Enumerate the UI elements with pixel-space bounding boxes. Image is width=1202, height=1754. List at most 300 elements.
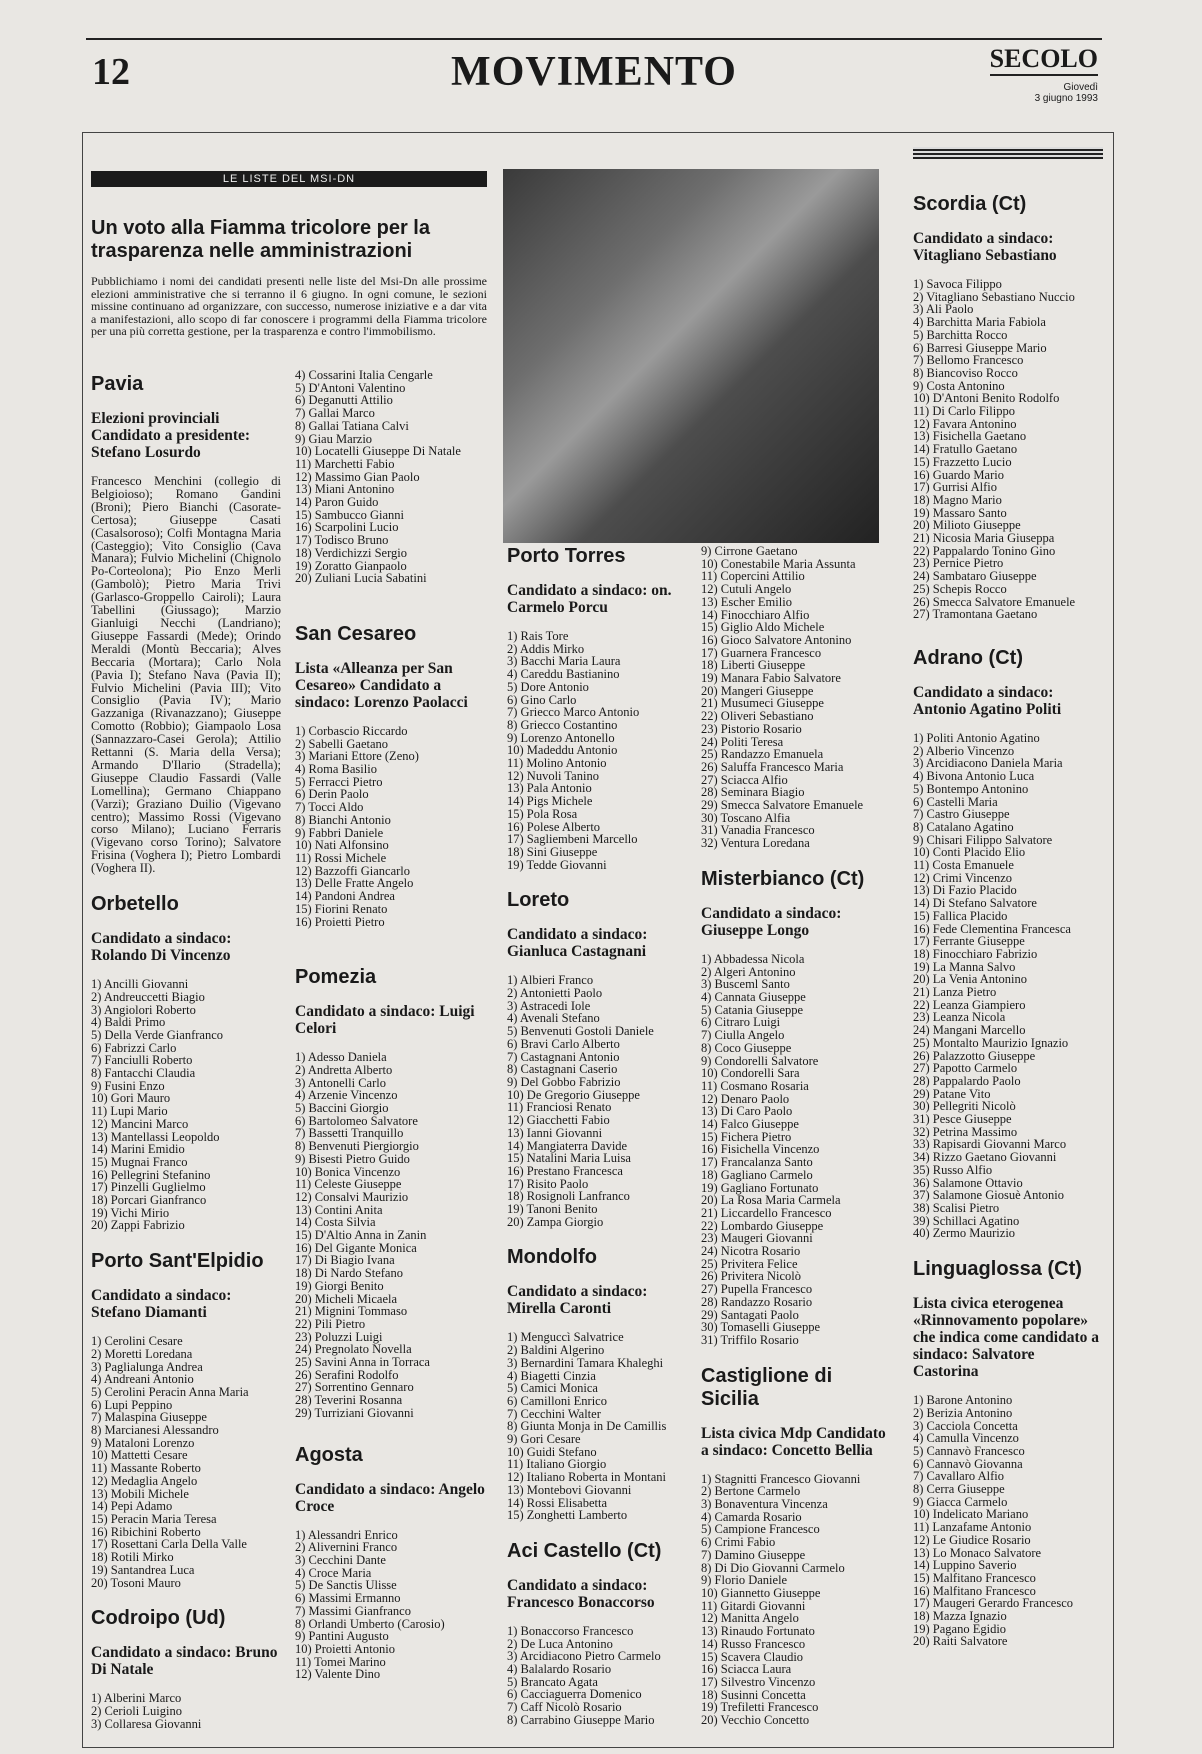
city-heading: Scordia (Ct) <box>913 193 1027 215</box>
list-item: 10) De Gregorio Giuseppe <box>507 1087 640 1102</box>
list-item: 10) Conestabile Maria Assunta <box>701 556 856 571</box>
list-item: 20) Raiti Salvatore <box>913 1634 1008 1649</box>
list-item: 30) Tomaselli Giuseppe <box>701 1320 821 1335</box>
list-item: 3) Angiolori Roberto <box>91 1002 196 1017</box>
list-item: 23) Poluzzi Luigi <box>295 1329 383 1344</box>
list-item: 12) Mancini Marco <box>91 1116 189 1131</box>
news-photo <box>503 169 879 543</box>
list-item: 2) Andreuccetti Biagio <box>91 989 205 1004</box>
list-item: 16) Pellegrini Stefanino <box>91 1167 211 1182</box>
candidate-line: Candidato a sindaco: Stefano Diamanti <box>91 1287 232 1322</box>
candidate-line: Lista civica Mdp Candidato a sindaco: Concetto Bellia <box>701 1424 886 1459</box>
list-item: 3) Cacciola Concetta <box>913 1418 1018 1433</box>
list-item: 29) Patane Vito <box>913 1086 991 1101</box>
list-item: 6) Camilloni Enrico <box>507 1393 607 1408</box>
list-item: 2) Berizia Antonino <box>913 1405 1013 1420</box>
list-item: 18) Rosignoli Lanfranco <box>507 1189 630 1204</box>
list-item: 1) Politi Antonio Agatino <box>913 730 1040 745</box>
list-item: 5) Camici Monica <box>507 1381 598 1396</box>
list-item: 19) Manara Fabio Salvatore <box>701 671 841 686</box>
list-item: 17) Rosettani Carla Della Valle <box>91 1537 247 1552</box>
list-item: 3) Paglialunga Andrea <box>91 1359 203 1374</box>
list-item: 9) Chisari Filippo Salvatore <box>913 832 1053 847</box>
list-item: 6) Gino Carlo <box>507 692 577 707</box>
list-item: 12) Cutuli Angelo <box>701 582 792 597</box>
list-item: 10) Giannetto Giuseppe <box>701 1586 821 1600</box>
list-item: 15) Malfitano Francesco <box>913 1570 1036 1585</box>
list-item: 11) Massante Roberto <box>91 1461 201 1476</box>
list-item: 30) Pellegriti Nicolò <box>913 1099 1016 1114</box>
list-item: 9) Pantini Augusto <box>295 1629 389 1644</box>
names-list <box>701 953 887 1347</box>
list-item: 21) Liccardello Francesco <box>701 1205 832 1220</box>
list-item: 7) Malaspina Giuseppe <box>91 1410 207 1425</box>
list-item: 15) Zonghetti Lamberto <box>507 1508 628 1523</box>
list-item: 18) Verdichizzi Sergio <box>295 545 408 560</box>
list-item: 20) La Venia Antonino <box>913 972 1027 987</box>
issue-date: Giovedì 3 giugno 1993 <box>1034 82 1098 104</box>
list-item: 5) Baccini Giorgio <box>295 1101 389 1116</box>
list-item: 6) Bravi Carlo Alberto <box>507 1036 620 1051</box>
list-item: 12) Denaro Paolo <box>701 1091 790 1106</box>
list-item: 6) Cannavò Giovanna <box>913 1456 1023 1471</box>
list-item: 14) Mangiaterra Davide <box>507 1138 628 1153</box>
list-item: 7) Castro Giuseppe <box>913 807 1010 822</box>
list-item: 18) Finocchiaro Fabrizio <box>913 946 1038 961</box>
list-item: 16) Polese Alberto <box>507 819 601 834</box>
list-item: 16) Proietti Pietro <box>295 914 385 929</box>
list-item: 4) Barchitta Maria Fabiola <box>913 315 1046 330</box>
list-item: 12) Crimi Vincenzo <box>913 870 1012 885</box>
list-item: 31) Vanadia Francesco <box>701 823 815 838</box>
list-item: 10) Madeddu Antonio <box>507 743 618 758</box>
list-item: 15) Fiorini Renato <box>295 901 388 916</box>
list-item: 22) Lombardo Giuseppe <box>701 1218 824 1233</box>
column-e <box>913 133 1103 1648</box>
list-item: 22) Pili Pietro <box>295 1316 366 1331</box>
list-item: 13) Di Caro Paolo <box>701 1104 793 1119</box>
list-item: 2) Antonietti Paolo <box>507 986 603 1001</box>
section-sub: Elezioni provinciali <box>91 410 220 427</box>
list-item: 29) Smecca Salvatore Emanuele <box>701 798 864 813</box>
list-item: 7) Damino Giuseppe <box>701 1547 806 1562</box>
candidate-line: Candidato a sindaco: Bruno Di Natale <box>91 1644 278 1679</box>
list-item: 37) Salamone Giosuè Antonio <box>913 1188 1065 1203</box>
list-item: 2) De Luca Antonino <box>507 1636 613 1651</box>
list-item: 18) Porcari Gianfranco <box>91 1193 207 1208</box>
list-item: 34) Rizzo Gaetano Giovanni <box>913 1150 1057 1165</box>
list-item: 26) Privitera Nicolò <box>701 1269 801 1284</box>
list-item: 9) Fusini Enzo <box>91 1078 165 1093</box>
list-item: 20) Milioto Giuseppe <box>913 518 1021 533</box>
list-item: 3) Arcidiacono Daniela Maria <box>913 756 1063 771</box>
list-item: 19) Gagliano Fortunato <box>701 1180 819 1195</box>
list-item: 13) Fisichella Gaetano <box>913 429 1027 444</box>
list-item: 7) Massimi Gianfranco <box>295 1603 411 1618</box>
list-item: 1) Stagnitti Francesco Giovanni <box>701 1471 861 1486</box>
list-item: 33) Rapisardi Giovanni Marco <box>913 1137 1067 1152</box>
list-item: 23) Pistorio Rosario <box>701 721 802 736</box>
list-item: 35) Russo Alfio <box>913 1162 993 1177</box>
list-item: 7) Gallai Marco <box>295 406 375 421</box>
candidate-line: Candidato a sindaco: Giuseppe Longo <box>701 904 842 939</box>
list-item: 25) Privitera Felice <box>701 1256 798 1271</box>
list-item: 9) Giacca Carmelo <box>913 1494 1008 1509</box>
list-item: 4) Careddu Bastianino <box>507 667 620 682</box>
list-item: 13) Di Fazio Placido <box>913 883 1017 898</box>
list-item: 28) Seminara Biagio <box>701 785 805 800</box>
list-item: 26) Smecca Salvatore Emanuele <box>913 594 1076 609</box>
list-item: 11) Copercini Attilio <box>701 569 805 584</box>
city-heading: Pomezia <box>295 966 377 989</box>
city-heading: Porto Sant'Elpidio <box>91 1250 264 1273</box>
names-list <box>507 974 689 1228</box>
list-item: 1) Cerolini Cesare <box>91 1334 183 1349</box>
list-item: 19) Massaro Santo <box>913 505 1007 520</box>
list-item: 15) Fichera Pietro <box>701 1129 792 1144</box>
list-item: 1) Bonaccorso Francesco <box>507 1623 634 1638</box>
column-b <box>295 369 487 1681</box>
list-item: 16) Scarpolini Lucio <box>295 520 399 535</box>
list-item: 2) Cerioli Luigino <box>91 1703 182 1718</box>
list-item: 8) Fantacchi Claudia <box>91 1066 196 1081</box>
list-item: 13) Pala Antonio <box>507 781 592 796</box>
list-item: 2) Baldini Algerino <box>507 1343 605 1358</box>
list-item: 17) Silvestro Vincenzo <box>701 1674 816 1689</box>
list-item: 23) Maugeri Giovanni <box>701 1231 813 1246</box>
section-title: MOVIMENTO <box>451 49 737 95</box>
list-item: 30) Toscano Alfia <box>701 810 791 825</box>
list-item: 6) Massimi Ermanno <box>295 1591 401 1606</box>
list-item: 27) Sciacca Alfio <box>701 772 788 787</box>
list-item: 14) Marini Emidio <box>91 1142 185 1157</box>
decorative-rule <box>913 147 1103 159</box>
list-item: 11) Costa Emanuele <box>913 858 1014 873</box>
list-item: 19) Tedde Giovanni <box>507 857 607 872</box>
list-item: 9) Florio Daniele <box>701 1573 788 1588</box>
list-item: 4) Balalardo Rosario <box>507 1662 612 1677</box>
list-item: 8) Orlandi Umberto (Carosio) <box>295 1616 445 1631</box>
list-item: 10) Proietti Antonio <box>295 1641 395 1656</box>
list-item: 3) Astracedi Iole <box>507 998 591 1013</box>
list-item: 13) Miani Antonino <box>295 482 395 497</box>
list-item: 9) Cirrone Gaetano <box>701 544 798 558</box>
page-number: 12 <box>92 51 130 93</box>
list-item: 24) Nicotra Rosario <box>701 1244 801 1259</box>
list-item: 8) Carrabino Giuseppe Mario <box>507 1712 655 1727</box>
list-item: 21) Nicosia Maria Giuseppa <box>913 531 1055 546</box>
list-item: 20) Zuliani Lucia Sabatini <box>295 571 427 586</box>
list-item: 40) Zermo Maurizio <box>913 1226 1016 1241</box>
list-item: 6) Lupi Peppino <box>91 1397 173 1412</box>
newspaper-brand: SECOLO <box>990 44 1098 76</box>
list-item: 3) Arcidiacono Pietro Carmelo <box>507 1649 661 1664</box>
list-item: 6) Deganutti Attilio <box>295 393 393 408</box>
list-item: 29) Turriziani Giovanni <box>295 1405 414 1420</box>
list-item: 5) Benvenuti Gostoli Daniele <box>507 1024 654 1039</box>
list-item: 11) Lupi Mario <box>91 1104 168 1119</box>
list-item: 12) Giacchetti Fabio <box>507 1113 610 1128</box>
list-item: 32) Ventura Loredana <box>701 836 810 851</box>
list-item: 10) Conti Placido Elio <box>913 845 1026 860</box>
city-heading: Porto Torres <box>507 545 626 567</box>
city-heading: Adrano (Ct) <box>913 646 1023 669</box>
city-heading: Linguaglossa (Ct) <box>913 1258 1082 1281</box>
list-item: 3) Ali Paolo <box>913 302 974 317</box>
list-item: 12) Le Giudice Rosario <box>913 1532 1031 1547</box>
list-item: 7) Bellomo Francesco <box>913 353 1024 368</box>
list-item: 19) Trefiletti Francesco <box>701 1700 819 1715</box>
list-item: 3) Busceml Santo <box>701 977 790 992</box>
list-item: 7) Bassetti Tranquillo <box>295 1126 404 1141</box>
list-item: 13) Delle Fratte Angelo <box>295 876 414 891</box>
list-item: 7) Griecco Marco Antonio <box>507 705 640 720</box>
city-heading: Castiglione di Sicilia <box>701 1364 833 1410</box>
list-item: 10) Mattetti Cesare <box>91 1448 188 1463</box>
list-item: 13) Rinaudo Fortunato <box>701 1624 815 1639</box>
list-item: 8) Coco Giuseppe <box>701 1040 792 1055</box>
list-item: 18) Mazza Ignazio <box>913 1609 1007 1624</box>
list-item: 5) D'Antoni Valentino <box>295 380 406 395</box>
list-item: 9) Gori Cesare <box>507 1432 581 1447</box>
list-item: 15) Sambucco Gianni <box>295 507 405 522</box>
list-item: 4) Camarda Rosario <box>701 1509 802 1524</box>
list-item: 15) D'Altio Anna in Zanin <box>295 1228 427 1243</box>
names-list <box>295 1529 487 1681</box>
list-item: 3) Collaresa Giovanni <box>91 1716 202 1731</box>
list-item: 18) Susinni Concetta <box>701 1687 806 1702</box>
list-item: 1) Barone Antonino <box>913 1393 1013 1408</box>
list-item: 15) Pola Rosa <box>507 806 578 821</box>
list-item: 1) Alessandri Enrico <box>295 1527 398 1542</box>
names-list <box>91 1335 281 1589</box>
list-item: 10) Locatelli Giuseppe Di Natale <box>295 444 461 459</box>
list-item: 6) Citraro Luigi <box>701 1015 781 1030</box>
list-item: 2) Moretti Loredana <box>91 1346 193 1361</box>
list-item: 21) Mignini Tommaso <box>295 1304 408 1319</box>
list-item: 18) Liberti Giuseppe <box>701 658 806 673</box>
list-item: 6) Fabrizzi Carlo <box>91 1040 177 1055</box>
list-item: 9) Condorelli Salvatore <box>701 1053 819 1068</box>
list-item: 4) Croce Maria <box>295 1565 372 1580</box>
list-item: 22) Oliveri Sebastiano <box>701 709 814 724</box>
names-list <box>91 1692 281 1730</box>
candidate-line: Candidato a sindaco: Vitagliano Sebastiano <box>913 230 1057 264</box>
list-item: 2) Vitagliano Sebastiano Nuccio <box>913 289 1075 304</box>
list-item: 10) D'Antoni Benito Rodolfo <box>913 391 1060 406</box>
list-item: 17) Maugeri Gerardo Francesco <box>913 1596 1074 1611</box>
list-item: 8) Castagnani Caserio <box>507 1062 618 1077</box>
list-item: 19) Vichi Mirio <box>91 1205 170 1220</box>
list-item: 17) Todisco Bruno <box>295 533 389 548</box>
list-item: 25) Savini Anna in Torraca <box>295 1355 430 1370</box>
names-list <box>913 278 1103 621</box>
list-item: 9) Lorenzo Antonello <box>507 730 615 745</box>
list-item: 6) Cacciaguerra Domenico <box>507 1687 642 1702</box>
list-item: 11) Lanzafame Antonio <box>913 1520 1032 1535</box>
list-item: 5) Brancato Agata <box>507 1674 598 1689</box>
list-item: 19) Giorgi Benito <box>295 1278 384 1293</box>
column-a <box>91 365 281 1730</box>
list-item: 5) Dore Antonio <box>507 679 589 694</box>
list-item: 25) Montalto Maurizio Ignazio <box>913 1035 1069 1050</box>
list-item: 14) Pigs Michele <box>507 794 593 809</box>
candidate-line: Candidato a sindaco: Gianluca Castagnani <box>507 926 648 961</box>
list-item: 3) Antonelli Carlo <box>295 1075 386 1090</box>
list-item: 11) Italiano Giorgio <box>507 1457 607 1472</box>
list-item: 20) Tosoni Mauro <box>91 1575 181 1590</box>
list-item: 14) Finocchiaro Alfio <box>701 607 810 622</box>
candidate-line: Candidato a sindaco: Mirella Caronti <box>507 1283 648 1318</box>
list-item: 20) Zappi Fabrizio <box>91 1218 185 1233</box>
list-item: 14) Di Stefano Salvatore <box>913 896 1037 911</box>
city-heading: Codroipo (Ud) <box>91 1607 226 1630</box>
list-item: 16) Fisichella Vincenzo <box>701 1142 820 1157</box>
list-item: 11) Di Carlo Filippo <box>913 404 1015 419</box>
list-item: 17) Di Biagio Ivana <box>295 1253 395 1268</box>
list-item: 10) Gori Mauro <box>91 1091 171 1106</box>
list-item: 7) Ciulla Angelo <box>701 1028 785 1043</box>
list-item: 5) De Sanctis Ulisse <box>295 1578 397 1593</box>
list-item: 4) Cannata Giuseppe <box>701 989 806 1004</box>
list-item: 32) Petrina Massimo <box>913 1124 1018 1139</box>
list-item: 11) Celeste Giuseppe <box>295 1177 402 1192</box>
candidate-line: Candidato a sindaco: Rolando Di Vincenzo <box>91 930 232 965</box>
list-item: 14) Luppino Saverio <box>913 1558 1017 1573</box>
list-item: 11) Molino Antonio <box>507 756 607 771</box>
list-item: 26) Palazzotto Giuseppe <box>913 1048 1036 1063</box>
list-item: 23) Leanza Nicola <box>913 1010 1006 1025</box>
list-item: 7) Fanciulli Roberto <box>91 1053 193 1068</box>
list-item: 14) Costa Silvia <box>295 1215 376 1230</box>
list-item: 27) Sorrentino Gennaro <box>295 1380 414 1395</box>
list-item: 13) Contini Anita <box>295 1202 383 1217</box>
list-item: 15) Natalini Maria Luisa <box>507 1151 631 1166</box>
list-item: 12) Valente Dino <box>295 1667 381 1682</box>
list-item: 2) Alivernini Franco <box>295 1540 398 1555</box>
list-item: 22) Pappalardo Tonino Gino <box>913 543 1056 558</box>
list-item: 9) Del Gobbo Fabrizio <box>507 1074 621 1089</box>
list-item: 12) Nuvoli Tanino <box>507 768 599 783</box>
list-item: 19) La Manna Salvo <box>913 959 1016 974</box>
list-item: 10) Condorelli Sara <box>701 1066 800 1081</box>
intro-text: Pubblichiamo i nomi dei candidati presenti nelle liste del Msi-Dn alle prossime elezioni amministrative che si terranno il 6 giugno. In ogni comune, le sezioni missine continuano ad organizzare, con successo, numerose iniziative e a dar vita a manifestazioni, allo scopo di far conoscere i programmi della Fiamma tricolore per una più corretta gestione, per la trasparenza e contro l'immobilismo. <box>91 274 487 338</box>
list-item: 9) Costa Antonino <box>913 378 1005 393</box>
candidate-line: Candidato a sindaco: on. Carmelo Porcu <box>507 582 672 616</box>
list-item: 13) Mobili Michele <box>91 1486 189 1501</box>
article-frame <box>82 132 1114 1748</box>
list-item: 15) Peracin Maria Teresa <box>91 1512 217 1526</box>
candidate-line: Lista «Alleanza per San Cesareo» Candidato a sindaco: Lorenzo Paolacci <box>295 659 468 711</box>
list-item: 12) Manitta Angelo <box>701 1611 799 1626</box>
names-list <box>295 1051 487 1419</box>
city-heading: Misterbianco (Ct) <box>701 867 865 890</box>
list-item: 16) Prestano Francesca <box>507 1163 623 1178</box>
list-item: 2) Alberio Vincenzo <box>913 743 1015 758</box>
list-item: 16) Sciacca Laura <box>701 1662 792 1677</box>
list-item: 23) Pernice Pietro <box>913 556 1004 571</box>
list-item: 14) Russo Francesco <box>701 1636 806 1651</box>
list-item: 4) Avenali Stefano <box>507 1011 600 1026</box>
names-list <box>701 1473 887 1727</box>
list-item: 1) Adesso Daniela <box>295 1050 387 1065</box>
list-item: 18) Gagliano Carmelo <box>701 1167 813 1182</box>
list-item: 14) Pepi Adamo <box>91 1499 173 1514</box>
provincial-candidates: Francesco Menchini (collegio di Belgioioso); Romano Gandini (Broni); Piero Bianchi (Casorate-Certosa); Giuseppe Casati (Casalsoroso); Colfi Montagna Maria (Casteggio); Vito Consiglio (Cava Manara); Fulvio Michelini (Chignolo Po-Corteolona); Pio Enzo Merli (Gambolò); Pietro Maria Trivi (Garlasco-Groppello Cairoli); Laura Tabellini (Giussago); Marzio Gianluigi Necchi (Landriano); Giuseppe Fassardi (Mede); Orindo Meraldi (Montù Beccaria); Alves Beccaria (Mortara); Carlo Nola (Pavia I); Stefano Nava (Pavia II); Fulvio Michelini (Pavia III); Vito Consiglio (Pavia IV); Mario Gazzaniga (Rivanazzano); Giuseppe Comotto (Robbio); Giampaolo Losa (Sannazzaro-Casei Gerola); Attilio Rettanni (S. Maria della Versa); Armando D'Ilario (Stradella); Giuseppe Claudio Fassardi (Valle Lomellina); Germano Chiappano (Varzi); Graziano Duilio (Vigevano centro); Massimo Rossi (Vigevano corso Milano); Luciano Ferraris (Vigevano corso Torino); Salvatore Frisina (Voghera I); Pietro Lombardi (Voghera II). <box>91 474 281 876</box>
list-item: 27) Tramontana Gaetano <box>913 607 1038 622</box>
list-item: 2) Bertone Carmelo <box>701 1484 801 1499</box>
candidate-line: Candidato a sindaco: Antonio Agatino Politi <box>913 683 1062 718</box>
list-item: 18) Di Nardo Stefano <box>295 1266 403 1281</box>
column-c <box>507 545 689 1727</box>
list-item: 4) Arzenie Vincenzo <box>295 1088 398 1103</box>
list-item: 10) Guidi Stefano <box>507 1444 597 1459</box>
list-item: 31) Triffilo Rosario <box>701 1332 799 1347</box>
list-item: 3) Bernardini Tamara Khaleghi <box>507 1355 664 1370</box>
candidate-line: Candidato a sindaco: Luigi Celori <box>295 1003 475 1038</box>
list-item: 16) Gioco Salvatore Antonino <box>701 632 852 647</box>
list-item: 29) Santagati Paolo <box>701 1307 799 1322</box>
list-item: 2) Andretta Alberto <box>295 1062 393 1077</box>
list-item: 26) Serafini Rodolfo <box>295 1367 399 1382</box>
list-item: 24) Pregnolato Novella <box>295 1342 412 1357</box>
list-item: 8) Biancoviso Rocco <box>913 365 1018 380</box>
list-item: 18) Magno Mario <box>913 492 1002 507</box>
list-item: 14) Paron Guido <box>295 495 379 510</box>
city-heading: Mondolfo <box>507 1246 597 1269</box>
list-item: 19) Tanoni Benito <box>507 1202 598 1217</box>
list-item: 3) Bonaventura Vincenza <box>701 1497 828 1512</box>
list-item: 5) Bontempo Antonino <box>913 781 1029 796</box>
column-intro <box>91 133 487 338</box>
list-item: 12) Bazzoffi Giancarlo <box>295 863 410 878</box>
list-item: 6) Crimi Fabio <box>701 1535 776 1550</box>
list-item: 7) Castagnani Antonio <box>507 1049 620 1064</box>
list-item: 28) Pappalardo Paolo <box>913 1073 1021 1088</box>
list-item: 19) Santandrea Luca <box>91 1562 195 1577</box>
names-list <box>913 1394 1103 1648</box>
city-heading: Pavia <box>91 373 144 395</box>
list-item: 8) Bianchi Antonio <box>295 812 391 827</box>
names-list <box>507 1625 689 1727</box>
list-item: 17) Pinzelli Guglielmo <box>91 1180 206 1195</box>
list-item: 20) Mangeri Giuseppe <box>701 683 814 698</box>
list-item: 1) Alberini Marco <box>91 1691 182 1706</box>
list-item: 13) Montebovi Giovanni <box>507 1482 632 1497</box>
list-item: 11) Rossi Michele <box>295 850 387 865</box>
candidate-line: Candidato a sindaco: Francesco Bonaccorso <box>507 1576 655 1611</box>
list-item: 17) Risito Paolo <box>507 1176 589 1191</box>
list-item: 5) Ferracci Pietro <box>295 774 383 789</box>
list-item: 28) Teverini Rosanna <box>295 1393 403 1408</box>
list-item: 24) Sambataro Giuseppe <box>913 569 1037 584</box>
list-item: 5) Cannavò Francesco <box>913 1443 1025 1458</box>
list-item: 24) Mangani Marcello <box>913 1023 1026 1038</box>
list-item: 19) Zoratto Gianpaolo <box>295 558 407 573</box>
list-item: 2) Algeri Antonino <box>701 964 796 979</box>
names-list <box>913 732 1103 1240</box>
list-item: 9) Bisesti Pietro Guido <box>295 1151 410 1166</box>
list-item: 17) Gurrisi Alfio <box>913 480 998 495</box>
list-item: 8) Benvenuti Piergiorgio <box>295 1139 419 1154</box>
list-item: 11) Cosmano Rosaria <box>701 1078 809 1093</box>
list-item: 7) Cecchini Walter <box>507 1406 601 1421</box>
list-item: 15) Scavera Claudio <box>701 1649 804 1664</box>
list-item: 13) Lo Monaco Salvatore <box>913 1545 1042 1560</box>
list-item: 20) Micheli Micaela <box>295 1291 398 1306</box>
names-list <box>507 630 689 871</box>
list-item: 6) Barresi Giuseppe Mario <box>913 340 1047 355</box>
